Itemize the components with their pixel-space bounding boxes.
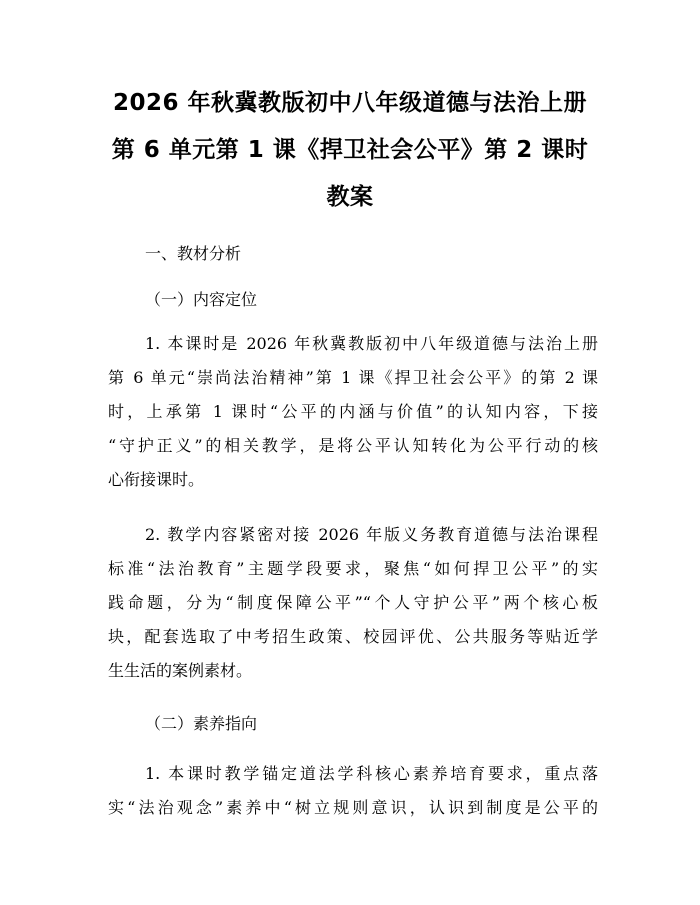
paragraph-line: “守护正义”的相关教学，是将公平认知转化为公平行动的核 — [108, 436, 598, 455]
paragraph-line: 1. 本课时教学锚定道法学科核心素养培育要求，重点落 — [145, 764, 598, 783]
paragraph-line: 1. 本课时是 2026 年秋冀教版初中八年级道德与法治上册 — [145, 334, 598, 353]
paragraph-line: 2. 教学内容紧密对接 2026 年版义务教育道德与法治课程 — [145, 525, 598, 544]
paragraph-line: 践命题，分为“制度保障公平”“个人守护公平”两个核心板 — [108, 593, 598, 612]
paragraph-content-positioning-1 — [108, 327, 598, 497]
paragraph-line: 第 6 单元“崇尚法治精神”第 1 课《捍卫社会公平》的第 2 课 — [108, 368, 598, 387]
document-title-line-2: 第 6 单元第 1 课《捍卫社会公平》第 2 课时 — [111, 137, 589, 163]
paragraph-literacy-orientation-1 — [108, 757, 598, 825]
document-title-line-3: 教案 — [326, 184, 374, 210]
subsection-heading-content-positioning: （一）内容定位 — [145, 290, 258, 309]
document-title-line-1: 2026 年秋冀教版初中八年级道德与法治上册 — [112, 90, 588, 116]
paragraph-line: 时，上承第 1 课时“公平的内涵与价值”的认知内容，下接 — [108, 402, 598, 421]
paragraph-line: 标准“法治教育”主题学段要求，聚焦“如何捍卫公平”的实 — [108, 559, 598, 578]
paragraph-content-positioning-2 — [108, 518, 598, 688]
paragraph-line: 块，配套选取了中考招生政策、校园评优、公共服务等贴近学 — [108, 627, 598, 646]
subsection-heading-literacy-orientation: （二）素养指向 — [145, 714, 258, 733]
paragraph-line: 生生活的案例素材。 — [108, 661, 253, 680]
section-heading-teaching-material-analysis: 一、教材分析 — [145, 244, 242, 263]
paragraph-line: 心衔接课时。 — [108, 470, 205, 489]
paragraph-line: 实“法治观念”素养中“树立规则意识，认识到制度是公平的 — [108, 798, 598, 817]
